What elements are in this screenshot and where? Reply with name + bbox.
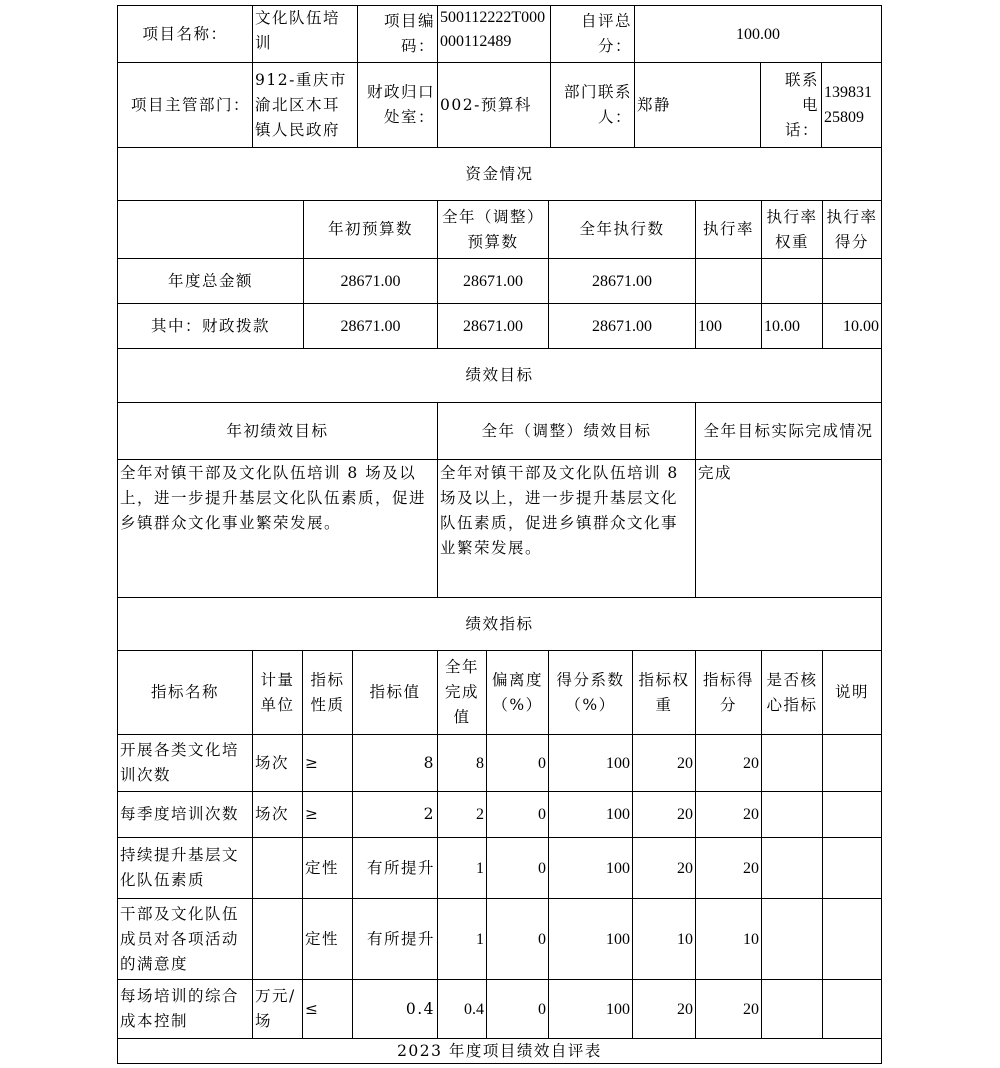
contact-value: 郑静 bbox=[634, 62, 761, 148]
funds-row-fiscal-adjusted: 28671.00 bbox=[437, 303, 549, 349]
indicator-weight-cell: 20 bbox=[632, 791, 696, 838]
ind-header-note: 说明 bbox=[822, 650, 882, 735]
indicator-score-cell: 20 bbox=[695, 791, 762, 838]
indicator-name-cell: 每季度培训次数 bbox=[117, 791, 253, 838]
indicator-target-cell: 8 bbox=[352, 734, 438, 792]
funds-row-total-rate bbox=[695, 258, 762, 304]
funds-row-total-adjusted: 28671.00 bbox=[437, 258, 549, 304]
indicator-core-cell bbox=[761, 979, 823, 1039]
indicator-unit-cell: 场次 bbox=[252, 734, 303, 792]
funds-row-fiscal-label: 其中：财政拨款 bbox=[117, 303, 304, 349]
dept-label: 项目主管部门： bbox=[117, 62, 253, 148]
indicator-done-cell: 0.4 bbox=[437, 979, 487, 1039]
indicator-done-cell: 2 bbox=[437, 791, 487, 838]
funds-row-total-executed: 28671.00 bbox=[548, 258, 696, 304]
funds-header-rate-weight: 执行率权重 bbox=[761, 200, 823, 259]
funds-section-title: 资金情况 bbox=[117, 147, 882, 201]
indicator-name-cell: 每场培训的综合成本控制 bbox=[117, 979, 253, 1039]
indicator-deviation-cell: 0 bbox=[486, 898, 549, 980]
indicator-target-cell: 0.4 bbox=[352, 979, 438, 1039]
project-name-label: 项目名称： bbox=[117, 5, 253, 63]
indicator-unit-cell: 万元/场 bbox=[252, 979, 303, 1039]
ind-header-weight: 指标权重 bbox=[632, 650, 696, 735]
indicator-nature-cell: ≤ bbox=[302, 979, 353, 1039]
indicator-score-cell: 20 bbox=[695, 734, 762, 792]
indicator-core-cell bbox=[761, 734, 823, 792]
indicator-note-cell bbox=[822, 734, 882, 792]
indicator-score-cell: 20 bbox=[695, 979, 762, 1039]
indicator-core-cell bbox=[761, 837, 823, 899]
ind-header-nature: 指标性质 bbox=[302, 650, 353, 735]
ind-header-target: 指标值 bbox=[352, 650, 438, 735]
contact-label: 部门联系人： bbox=[550, 62, 635, 148]
indicator-target-cell: 2 bbox=[352, 791, 438, 838]
indicator-note-cell bbox=[822, 791, 882, 838]
indicators-section-title: 绩效指标 bbox=[117, 597, 882, 651]
funds-row-fiscal-rate-score: 10.00 bbox=[822, 303, 882, 349]
funds-header-rate-score: 执行率得分 bbox=[822, 200, 882, 259]
ind-header-unit: 计量单位 bbox=[252, 650, 303, 735]
indicator-done-cell: 1 bbox=[437, 898, 487, 980]
phone-label: 联系电话： bbox=[760, 62, 822, 148]
dept-value: 912-重庆市渝北区木耳镇人民政府 bbox=[252, 62, 358, 148]
indicator-coef-cell: 100 bbox=[548, 791, 633, 838]
indicator-unit-cell: 场次 bbox=[252, 791, 303, 838]
indicator-name-cell: 开展各类文化培训次数 bbox=[117, 734, 253, 792]
indicator-note-cell bbox=[822, 979, 882, 1039]
indicator-nature-cell: ≥ bbox=[302, 791, 353, 838]
indicator-core-cell bbox=[761, 898, 823, 980]
indicator-note-cell bbox=[822, 898, 882, 980]
goals-adjusted-text: 全年对镇干部及文化队伍培训 8 场及以上，进一步提升基层文化队伍素质，促进乡镇群众文化事业繁荣发展。 bbox=[437, 459, 696, 598]
indicator-nature-cell: 定性 bbox=[302, 898, 353, 980]
indicator-weight-cell: 20 bbox=[632, 734, 696, 792]
indicator-target-cell: 有所提升 bbox=[352, 898, 438, 980]
finance-value: 002-预算科 bbox=[437, 62, 551, 148]
goals-header-adjusted: 全年（调整）绩效目标 bbox=[437, 402, 696, 460]
finance-label: 财政归口处室： bbox=[357, 62, 438, 148]
indicator-coef-cell: 100 bbox=[548, 898, 633, 980]
indicator-coef-cell: 100 bbox=[548, 979, 633, 1039]
indicator-target-cell: 有所提升 bbox=[352, 837, 438, 899]
ind-header-coef: 得分系数（%） bbox=[548, 650, 633, 735]
funds-header-initial: 年初预算数 bbox=[303, 200, 438, 259]
goals-header-actual: 全年目标实际完成情况 bbox=[695, 402, 882, 460]
table-caption: 2023 年度项目绩效自评表 bbox=[117, 1038, 882, 1064]
indicator-deviation-cell: 0 bbox=[486, 837, 549, 899]
indicator-deviation-cell: 0 bbox=[486, 734, 549, 792]
indicator-done-cell: 8 bbox=[437, 734, 487, 792]
funds-row-total-rate-score bbox=[822, 258, 882, 304]
funds-row-total-initial: 28671.00 bbox=[303, 258, 438, 304]
indicator-weight-cell: 10 bbox=[632, 898, 696, 980]
indicator-name-cell: 干部及文化队伍成员对各项活动的满意度 bbox=[117, 898, 253, 980]
project-code-value: 500112222T000000112489 bbox=[437, 5, 551, 63]
ind-header-done: 全年完成值 bbox=[437, 650, 487, 735]
ind-header-name: 指标名称 bbox=[117, 650, 253, 735]
indicator-nature-cell: 定性 bbox=[302, 837, 353, 899]
indicator-unit-cell bbox=[252, 837, 303, 899]
indicator-deviation-cell: 0 bbox=[486, 979, 549, 1039]
indicator-weight-cell: 20 bbox=[632, 837, 696, 899]
indicator-weight-cell: 20 bbox=[632, 979, 696, 1039]
goals-initial-text: 全年对镇干部及文化队伍培训 8 场及以上，进一步提升基层文化队伍素质，促进乡镇群众文化事业繁荣发展。 bbox=[117, 459, 438, 598]
funds-row-fiscal-executed: 28671.00 bbox=[548, 303, 696, 349]
goals-header-initial: 年初绩效目标 bbox=[117, 402, 438, 460]
funds-header-executed: 全年执行数 bbox=[548, 200, 696, 259]
ind-header-score: 指标得分 bbox=[695, 650, 762, 735]
self-evaluation-form bbox=[117, 5, 882, 1064]
indicator-score-cell: 20 bbox=[695, 837, 762, 899]
indicator-coef-cell: 100 bbox=[548, 734, 633, 792]
project-code-label: 项目编码： bbox=[357, 5, 438, 63]
indicator-nature-cell: ≥ bbox=[302, 734, 353, 792]
indicator-score-cell: 10 bbox=[695, 898, 762, 980]
funds-header-blank bbox=[117, 200, 304, 259]
self-score-label: 自评总分： bbox=[550, 5, 635, 63]
ind-header-deviation: 偏离度（%） bbox=[486, 650, 549, 735]
funds-row-fiscal-initial: 28671.00 bbox=[303, 303, 438, 349]
indicator-name-cell: 持续提升基层文化队伍素质 bbox=[117, 837, 253, 899]
indicator-unit-cell bbox=[252, 898, 303, 980]
indicator-note-cell bbox=[822, 837, 882, 899]
project-name-value: 文化队伍培训 bbox=[252, 5, 358, 63]
funds-row-total-rate-weight bbox=[761, 258, 823, 304]
funds-row-fiscal-rate: 100 bbox=[695, 303, 762, 349]
self-score-value: 100.00 bbox=[634, 5, 882, 63]
indicator-coef-cell: 100 bbox=[548, 837, 633, 899]
phone-value: 13983125809 bbox=[821, 62, 882, 148]
goals-actual-text: 完成 bbox=[695, 459, 882, 598]
funds-header-adjusted: 全年（调整）预算数 bbox=[437, 200, 549, 259]
funds-row-total-label: 年度总金额 bbox=[117, 258, 304, 304]
ind-header-core: 是否核心指标 bbox=[761, 650, 823, 735]
indicator-deviation-cell: 0 bbox=[486, 791, 549, 838]
funds-header-rate: 执行率 bbox=[695, 200, 762, 259]
goals-section-title: 绩效目标 bbox=[117, 348, 882, 403]
indicator-core-cell bbox=[761, 791, 823, 838]
indicator-done-cell: 1 bbox=[437, 837, 487, 899]
funds-row-fiscal-rate-weight: 10.00 bbox=[761, 303, 823, 349]
